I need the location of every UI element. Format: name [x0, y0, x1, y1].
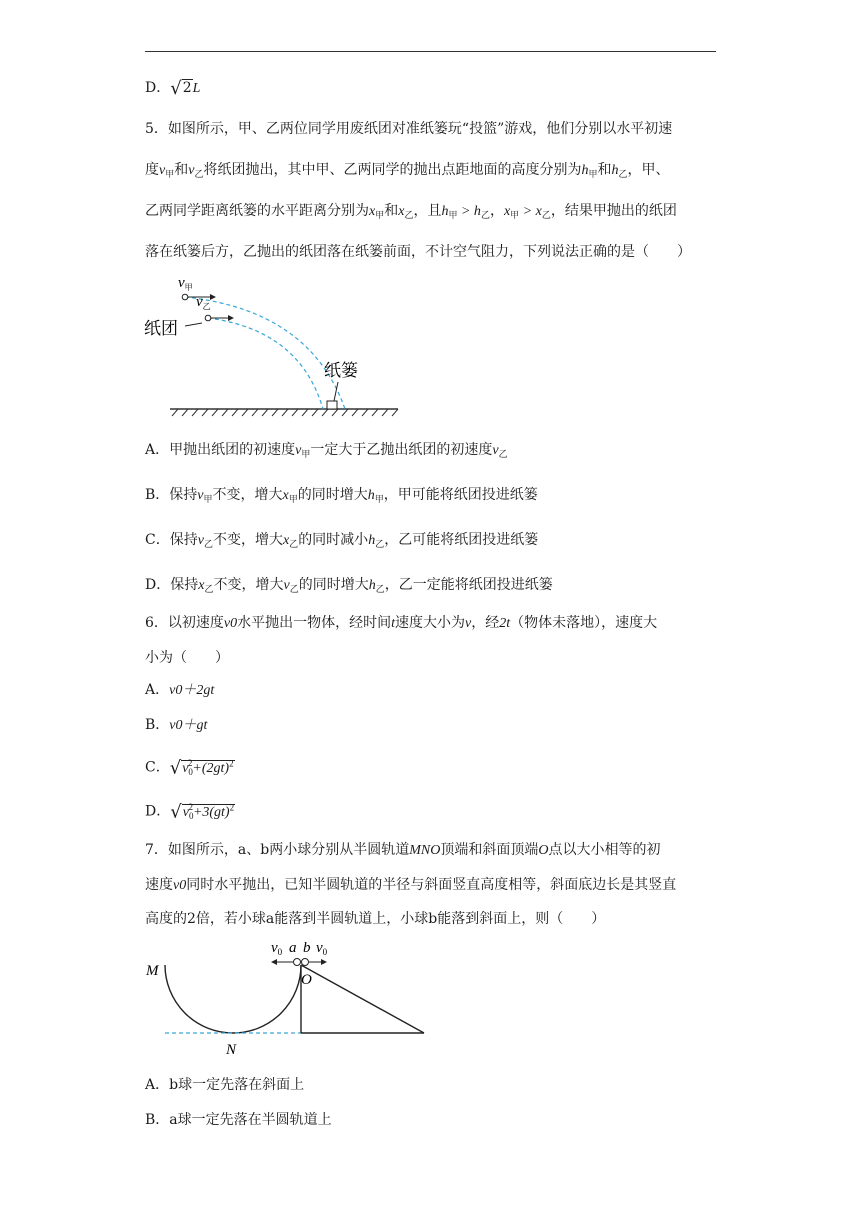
q6-option-b[interactable]: B．v0＋gt — [145, 717, 208, 733]
trajectory-yi — [208, 318, 323, 409]
q5-option-c[interactable]: C．保持$v_乙$不变，增大$x_乙$的同时减小$h_乙$，乙可能将纸团投进纸篓 — [145, 532, 539, 549]
ball-a — [294, 959, 301, 966]
q6-option-a[interactable]: A．v0＋2gt — [145, 682, 215, 698]
ball-b — [302, 959, 309, 966]
q5-stem-line4: 落在纸篓后方，乙抛出的纸团落在纸篓前面，不计空气阻力，下列说法正确的是（ ） — [145, 244, 691, 260]
q4-option-d[interactable]: D．√2L — [145, 78, 201, 99]
label-N: N — [226, 1042, 237, 1058]
slope-hypotenuse — [301, 965, 424, 1033]
q6-option-c[interactable]: C．$√v_0^2+(2gt)^2$ — [145, 753, 235, 782]
header-rule — [145, 51, 716, 52]
label-b: b — [303, 940, 311, 956]
label-v0-left: $v_0$ — [271, 940, 283, 957]
ball-yi — [205, 315, 211, 321]
q7-figure — [140, 935, 440, 1065]
q5-stem-line2: 度$v_甲$和$v_乙$将纸团抛出，其中甲、乙两同学的抛出点距地面的高度分别为$h_甲$和$h_乙$，甲、 — [145, 162, 670, 179]
sqrt-expression: $√v_0^2+(2gt)^2$ — [169, 757, 234, 779]
q6-option-d[interactable]: D．$√v_0^2+3(gt)^2$ — [145, 797, 235, 826]
arrow-yi — [228, 315, 234, 321]
q5-option-b[interactable]: B．保持$v_甲$不变，增大$x_甲$的同时增大$h_甲$，甲可能将纸团投进纸篓 — [145, 487, 538, 504]
q5-option-d[interactable]: D．保持$x_乙$不变，增大$v_乙$的同时增大$h_乙$，乙一定能将纸团投进纸篓 — [145, 577, 553, 594]
trajectory-jia — [185, 297, 345, 409]
basket-icon — [327, 401, 337, 409]
label-v-jia: $v_甲$ — [178, 275, 193, 292]
sqrt-expression: √2 — [170, 78, 192, 99]
q7-option-a[interactable]: A．b球一定先落在斜面上 — [145, 1077, 305, 1093]
q7-stem-line3: 高度的2倍，若小球a能落到半圆轨道上，小球b能落到斜面上，则（ ） — [145, 911, 606, 927]
q7-option-b[interactable]: B．a球一定先落在半圆轨道上 — [145, 1112, 332, 1128]
sqrt-expression: $√v_0^2+3(gt)^2$ — [170, 801, 235, 823]
label-M: M — [146, 963, 159, 979]
q7-stem-line1: 7．如图所示，a、b两小球分别从半圆轨道MNO顶端和斜面顶端O点以大小相等的初 — [145, 842, 661, 858]
label-a: a — [289, 940, 297, 956]
label-basket: 纸篓 — [324, 361, 358, 381]
q5-option-a[interactable]: A．甲抛出纸团的初速度$v_甲$一定大于乙抛出纸团的初速度$v_乙$ — [145, 442, 508, 459]
arrow-jia — [210, 294, 216, 300]
q6-stem-line1: 6．以初速度v0水平抛出一物体，经时间t速度大小为v，经2t（物体未落地），速度大 — [145, 615, 658, 631]
q5-figure — [140, 270, 410, 420]
arrow-left — [271, 959, 277, 965]
q6-stem-line2: 小为（ ） — [145, 650, 229, 666]
label-O: O — [301, 972, 312, 988]
q5-stem-line3: 乙两同学距离纸篓的水平距离分别为$x_甲$和$x_乙$，且$h_甲 > h_乙$，$x_甲 > x_乙$，结果甲抛出的纸团 — [145, 203, 677, 220]
ball-jia — [182, 294, 188, 300]
q7-stem-line2: 速度v0同时水平抛出，已知半圆轨道的半径与斜面竖直高度相等，斜面底边长是其竖直 — [145, 877, 677, 893]
label-v0-right: $v_0$ — [316, 940, 328, 957]
arrow-right — [321, 959, 327, 965]
label-ball: 纸团 — [144, 319, 178, 339]
semicircle-track — [165, 965, 301, 1033]
q5-stem-line1: 5．如图所示，甲、乙两位同学用废纸团对准纸篓玩“投篮”游戏，他们分别以水平初速 — [145, 121, 673, 137]
ground-hatching — [172, 409, 398, 416]
label-v-yi: $v_乙$ — [196, 294, 211, 311]
